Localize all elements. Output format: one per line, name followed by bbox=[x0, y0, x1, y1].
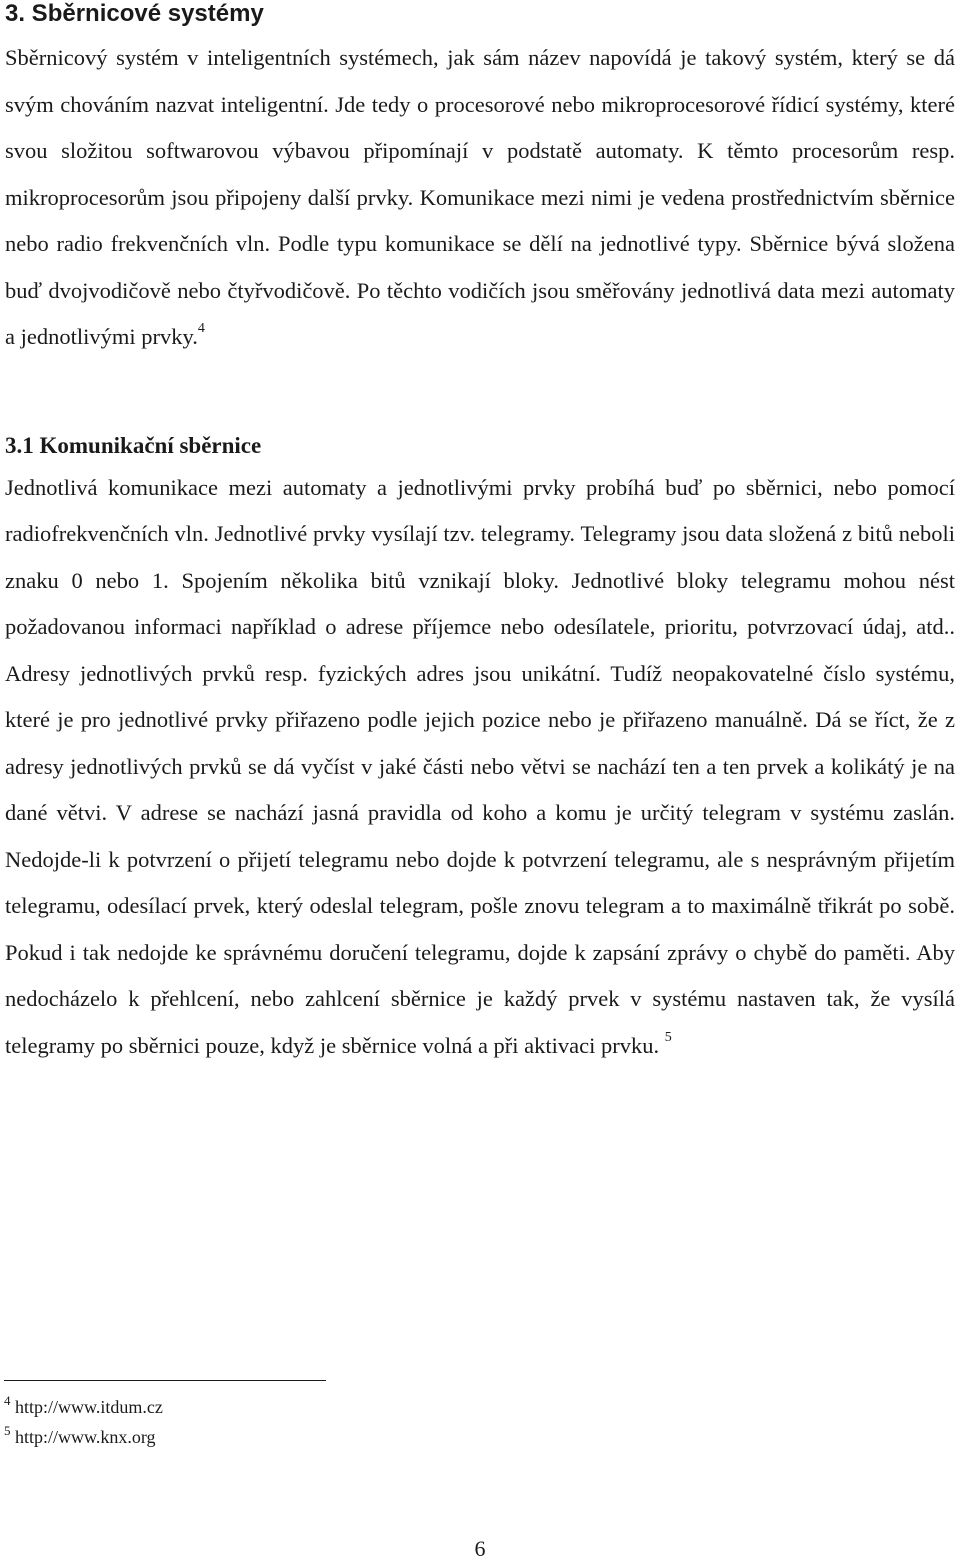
intro-paragraph-text: Sběrnicový systém v inteligentních systémech, jak sám název napovídá je takový systém, který se dá svým chováním nazvat inteligentní. Jde tedy o procesorové nebo mikroprocesorové řídicí systémy, které svou složitou softwarovou výbavou připomínají v podstatě automaty. K těmto procesorům resp. mikroprocesorům jsou připojeny další prvky. Komunikace mezi nimi je vedena prostřednictvím sběrnice nebo radio frekvenčních vln. Podle typu komunikace se dělí na jednotlivé typy. Sběrnice bývá složena buď dvojvodičově nebo čtyřvodičově. Po těchto vodičích jsou směřovány jednotlivá data mezi automaty a jednotlivými prvky. bbox=[5, 45, 955, 349]
section-heading: 3.1 Komunikační sběrnice bbox=[5, 432, 262, 458]
footnote-number: 5 bbox=[4, 1423, 11, 1438]
footnote-link[interactable]: http://www.itdum.cz bbox=[15, 1397, 163, 1417]
section-paragraph bbox=[5, 465, 955, 1070]
footnote-reference-5[interactable]: 5 bbox=[664, 1029, 672, 1045]
footnote-link[interactable]: http://www.knx.org bbox=[15, 1427, 156, 1447]
footnote-reference-4[interactable]: 4 bbox=[197, 321, 205, 336]
footnote-number: 4 bbox=[4, 1393, 11, 1408]
document-page bbox=[5, 0, 955, 1069]
intro-paragraph bbox=[5, 35, 955, 361]
section-paragraph-text: Jednotlivá komunikace mezi automaty a jednotlivými prvky probíhá buď po sběrnici, nebo pomocí radiofrekvenčních vln. Jednotlivé prvky vysílají tzv. telegramy. Telegramy jsou data složená z bitů neboli znaku 0 nebo 1. Spojením několika bitů vznikají bloky. Jednotlivé bloky telegramu mohou nést požadovanou informaci například o adrese příjemce nebo odesílatele, prioritu, potvrzovací údaj, atd.. Adresy jednotlivých prvků resp. fyzických adres jsou unikátní. Tudíž neopakovatelné číslo systému, které je pro jednotlivé prvky přiřazeno podle jejich pozice nebo je přiřazeno manuálně. Dá se říct, že z adresy jednotlivých prvků se dá vyčíst v jaké části nebo větvi se nachází ten a ten prvek a kolikátý je na dané větvi. V adrese se nachází jasná pravidla od koho a komu je určitý telegram v systému zaslán. Nedojde-li k potvrzení o přijetí telegramu nebo dojde k potvrzení telegramu, ale s nesprávným přijetím telegramu, odesílací prvek, který odeslal telegram, pošle znovu telegram a to maximálně třikrát po sobě. Pokud i tak nedojde ke správnému doručení telegramu, dojde k zapsání zprávy o chybě do paměti. Aby nedocházelo k přehlcení, nebo zahlcení sběrnice je každý prvek v systému nastaven tak, že vysílá telegramy po sběrnici pouze, když je sběrnice volná a při aktivaci prvku. bbox=[5, 474, 955, 1058]
chapter-heading: 3. Sběrnicové systémy bbox=[5, 0, 264, 27]
footnote-4 bbox=[4, 1392, 163, 1422]
footnotes bbox=[4, 1392, 163, 1452]
page-number: 6 bbox=[474, 1536, 486, 1561]
footnote-5 bbox=[4, 1422, 163, 1452]
footnote-divider bbox=[4, 1380, 326, 1381]
